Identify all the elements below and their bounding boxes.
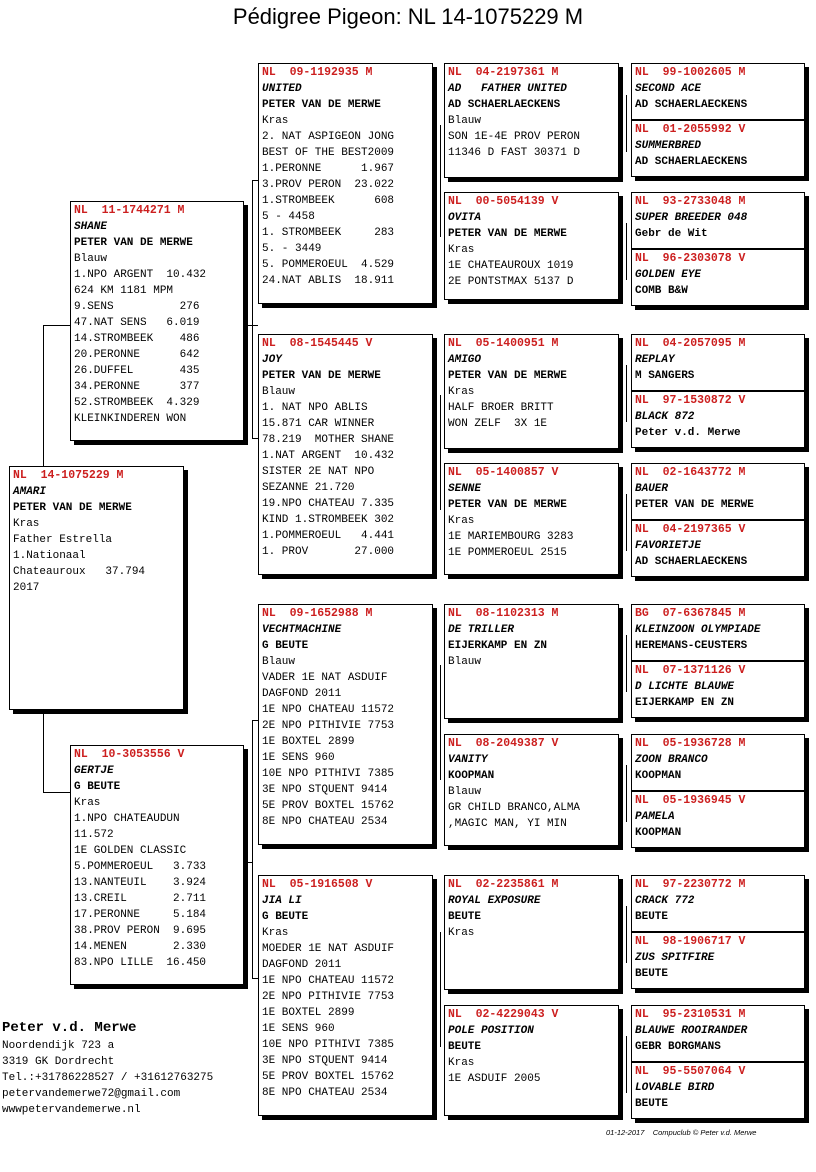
ring-number: NL 97-1530872 V <box>635 394 746 407</box>
breeder-name: Peter v.d. Merwe <box>2 1020 137 1036</box>
bird-name: AMIGO <box>448 354 482 366</box>
bird-name: PAMELA <box>635 811 675 823</box>
owner-name: KOOPMAN <box>635 827 682 839</box>
connector-line <box>626 906 627 963</box>
connector-line <box>626 95 627 152</box>
info-line: 1. PROV 27.000 <box>262 546 395 558</box>
owner-name: AD SCHAERLAECKENS <box>635 156 748 168</box>
address-line: 3319 GK Dordrecht <box>2 1056 115 1068</box>
gen5-card <box>631 1062 805 1119</box>
info-line: Kras <box>262 115 289 127</box>
info-line: SON 1E-4E PROV PERON <box>448 131 581 143</box>
great-grandparent-card <box>444 463 619 575</box>
info-line: 52.STROMBEEK 4.329 <box>74 397 200 409</box>
bird-name: BLACK 872 <box>635 411 695 423</box>
info-line: Kras <box>448 244 475 256</box>
info-line: 1E BOXTEL 2899 <box>262 736 355 748</box>
bird-name: UNITED <box>262 83 302 95</box>
info-line: 15.871 CAR WINNER <box>262 418 375 430</box>
bird-name: SENNE <box>448 483 482 495</box>
info-line: Kras <box>448 515 475 527</box>
owner-name: HEREMANS-CEUSTERS <box>635 640 748 652</box>
info-line: 5E PROV BOXTEL 15762 <box>262 800 395 812</box>
owner-name: PETER VAN DE MERWE <box>448 228 567 240</box>
ring-number: NL 00-5054139 V <box>448 195 559 208</box>
info-line: 14.MENEN 2.330 <box>74 941 207 953</box>
info-line: BEST OF THE BEST2009 <box>262 147 395 159</box>
great-grandparent-card <box>444 1005 619 1116</box>
info-line: MOEDER 1E NAT ASDUIF <box>262 943 395 955</box>
gen5-pair <box>631 63 805 181</box>
connector-line <box>244 325 252 326</box>
gen5-card <box>631 63 805 120</box>
contact-block <box>2 1018 213 1118</box>
owner-name: G BEUTE <box>74 781 121 793</box>
ring-number: NL 05-1916508 V <box>262 878 373 891</box>
grandparent-card <box>258 63 433 304</box>
bird-name: REPLAY <box>635 354 675 366</box>
connector-line <box>252 180 253 438</box>
owner-name: PETER VAN DE MERWE <box>262 99 381 111</box>
info-line: 5. POMMEROEUL 4.529 <box>262 259 395 271</box>
bird-name: KLEINZOON OLYMPIADE <box>635 624 761 636</box>
ring-number: NL 02-1643772 M <box>635 466 746 479</box>
gen5-card <box>631 932 805 989</box>
info-line: 1E GOLDEN CLASSIC <box>74 845 187 857</box>
connector-line <box>252 325 258 326</box>
gen5-pair <box>631 192 805 310</box>
connector-line <box>43 710 44 792</box>
bird-name: JIA LI <box>262 895 302 907</box>
info-line: Kras <box>448 1057 475 1069</box>
info-line: 1.NPO ARGENT 10.432 <box>74 269 207 281</box>
bird-name: SUPER BREEDER 048 <box>635 212 748 224</box>
ring-number: NL 02-2235861 M <box>448 878 559 891</box>
info-line: 1.PERONNE 1.967 <box>262 163 395 175</box>
footer-date: 01-12-2017 <box>606 1128 645 1137</box>
info-line: 3.PROV PERON 23.022 <box>262 179 395 191</box>
ring-number: NL 05-1936728 M <box>635 737 746 750</box>
bird-name: SECOND ACE <box>635 83 702 95</box>
info-line: 1.Nationaal <box>13 550 86 562</box>
info-line: WON ZELF 3X 1E <box>448 418 548 430</box>
grandparent-card <box>258 875 433 1116</box>
info-line: SISTER 2E NAT NPO <box>262 466 375 478</box>
info-line: DAGFOND 2011 <box>262 688 342 700</box>
gen5-card <box>631 661 805 718</box>
gen5-pair <box>631 875 805 993</box>
owner-name: AD SCHAERLAECKENS <box>635 99 748 111</box>
info-line: 1.NAT ARGENT 10.432 <box>262 450 395 462</box>
bird-name: OVITA <box>448 212 482 224</box>
ring-number: NL 93-2733048 M <box>635 195 746 208</box>
info-line: Blauw <box>262 656 296 668</box>
info-line: 1.STROMBEEK 608 <box>262 195 395 207</box>
bird-name: SHANE <box>74 221 108 233</box>
info-line: VADER 1E NAT ASDUIF <box>262 672 388 684</box>
info-line: 5. - 3449 <box>262 243 322 255</box>
ring-number: NL 05-1400951 M <box>448 337 559 350</box>
owner-name: M SANGERS <box>635 370 695 382</box>
gen5-card <box>631 791 805 848</box>
info-line: 624 KM 1181 MPM <box>74 285 174 297</box>
info-line: 10E NPO PITHIVI 7385 <box>262 768 395 780</box>
gen5-card <box>631 734 805 791</box>
ring-number: NL 14-1075229 M <box>13 469 124 482</box>
bird-name: JOY <box>262 354 282 366</box>
ring-number: NL 96-2303078 V <box>635 252 746 265</box>
owner-name: AD SCHAERLAECKENS <box>635 556 748 568</box>
info-line: Blauw <box>74 253 108 265</box>
gen5-pair <box>631 463 805 581</box>
owner-name: KOOPMAN <box>448 770 495 782</box>
website-link[interactable]: wwwpetervandemerwe.nl <box>2 1104 141 1116</box>
info-line: 1E NPO CHATEAU 11572 <box>262 975 395 987</box>
bird-name: FAVORIETJE <box>635 540 702 552</box>
ring-number: NL 05-1400857 V <box>448 466 559 479</box>
bird-name: SUMMERBRED <box>635 140 702 152</box>
bird-name: GERTJE <box>74 765 114 777</box>
info-line: KIND 1.STROMBEEK 302 <box>262 514 395 526</box>
info-line: 1.NPO CHATEAUDUN <box>74 813 180 825</box>
ring-number: NL 08-1545445 V <box>262 337 373 350</box>
bird-name: BLAUWE ROOIRANDER <box>635 1025 748 1037</box>
connector-line <box>626 765 627 822</box>
info-line: 26.DUFFEL 435 <box>74 365 200 377</box>
info-line: Blauw <box>448 115 482 127</box>
address-line: Noordendijk 723 a <box>2 1040 115 1052</box>
father-card <box>70 201 244 441</box>
info-line: 1E SENS 960 <box>262 752 335 764</box>
gen5-card <box>631 875 805 932</box>
info-line: 34.PERONNE 377 <box>74 381 200 393</box>
info-line: 5.POMMEROEUL 3.733 <box>74 861 207 873</box>
grandparent-card <box>258 334 433 575</box>
connector-line <box>440 665 441 780</box>
ring-number: NL 08-2049387 V <box>448 737 559 750</box>
owner-name: G BEUTE <box>262 640 309 652</box>
owner-name: EIJERKAMP EN ZN <box>635 697 735 709</box>
info-line: 2017 <box>13 582 40 594</box>
owner-name: PETER VAN DE MERWE <box>74 237 193 249</box>
gen5-pair <box>631 1005 805 1120</box>
info-line: 1E POMMEROEUL 2515 <box>448 547 567 559</box>
owner-name: GEBR BORGMANS <box>635 1041 721 1053</box>
info-line: 19.NPO CHATEAU 7.335 <box>262 498 395 510</box>
info-line: 2E NPO PITHIVIE 7753 <box>262 720 395 732</box>
info-line: Father Estrella <box>13 534 113 546</box>
phone-number: Tel.:+31786228527 / +31612763275 <box>2 1072 214 1084</box>
info-line: 1E ASDUIF 2005 <box>448 1073 541 1085</box>
owner-name: Peter v.d. Merwe <box>635 427 741 439</box>
info-line: Kras <box>448 386 475 398</box>
ring-number: NL 95-5507064 V <box>635 1065 746 1078</box>
gen5-card <box>631 604 805 661</box>
info-line: 14.STROMBEEK 486 <box>74 333 200 345</box>
owner-name: PETER VAN DE MERWE <box>448 370 567 382</box>
ring-number: NL 97-2230772 M <box>635 878 746 891</box>
grandparent-card <box>258 604 433 845</box>
info-line: 78.219 MOTHER SHANE <box>262 434 395 446</box>
great-grandparent-card <box>444 63 619 178</box>
info-line: 38.PROV PERON 9.695 <box>74 925 207 937</box>
owner-name: BEUTE <box>635 968 669 980</box>
info-line: 47.NAT SENS 6.019 <box>74 317 200 329</box>
info-line: 1E NPO CHATEAU 11572 <box>262 704 395 716</box>
ring-number: NL 11-1744271 M <box>74 204 185 217</box>
info-line: SEZANNE 21.720 <box>262 482 355 494</box>
bird-name: ZUS SPITFIRE <box>635 952 715 964</box>
info-line: KLEINKINDEREN WON <box>74 413 187 425</box>
ring-number: BG 07-6367845 M <box>635 607 746 620</box>
connector-line <box>440 932 441 1047</box>
gen5-card <box>631 1005 805 1062</box>
owner-name: BEUTE <box>635 911 669 923</box>
info-line: 1. STROMBEEK 283 <box>262 227 395 239</box>
info-line: 1E SENS 960 <box>262 1023 335 1035</box>
ring-number: NL 99-1002605 M <box>635 66 746 79</box>
bird-name: AD FATHER UNITED <box>448 83 567 95</box>
info-line: 2E NPO PITHIVIE 7753 <box>262 991 395 1003</box>
ring-number: NL 09-1652988 M <box>262 607 373 620</box>
mother-card <box>70 745 244 985</box>
info-line: Kras <box>448 927 475 939</box>
ring-number: NL 04-2197361 M <box>448 66 559 79</box>
info-line: Kras <box>13 518 40 530</box>
owner-name: G BEUTE <box>262 911 309 923</box>
info-line: 9.SENS 276 <box>74 301 200 313</box>
info-line: 17.PERONNE 5.184 <box>74 909 207 921</box>
bird-name: BAUER <box>635 483 669 495</box>
info-line: 83.NPO LILLE 16.450 <box>74 957 207 969</box>
gen5-card <box>631 463 805 520</box>
info-line: GR CHILD BRANCO,ALMA <box>448 802 581 814</box>
info-line: Blauw <box>448 656 482 668</box>
gen5-card <box>631 120 805 177</box>
great-grandparent-card <box>444 334 619 449</box>
info-line: 13.NANTEUIL 3.924 <box>74 877 207 889</box>
gen5-card <box>631 249 805 306</box>
info-line: Blauw <box>262 386 296 398</box>
bird-name: VANITY <box>448 754 488 766</box>
info-line: 8E NPO CHATEAU 2534 <box>262 816 388 828</box>
owner-name: PETER VAN DE MERWE <box>448 499 567 511</box>
bird-name: GOLDEN EYE <box>635 269 702 281</box>
footer-credit: Compuclub © Peter v.d. Merwe <box>652 1128 757 1137</box>
owner-name: PETER VAN DE MERWE <box>635 499 754 511</box>
info-line: 3E NPO STQUENT 9414 <box>262 784 388 796</box>
info-line: Blauw <box>448 786 482 798</box>
gen5-pair <box>631 734 805 852</box>
great-grandparent-card <box>444 604 619 719</box>
owner-name: PETER VAN DE MERWE <box>262 370 381 382</box>
owner-name: Gebr de Wit <box>635 228 708 240</box>
info-line: 24.NAT ABLIS 18.911 <box>262 275 395 287</box>
gen5-pair <box>631 334 805 452</box>
main-bird-card <box>9 466 184 710</box>
footer <box>606 1128 756 1137</box>
bird-name: D LICHTE BLAUWE <box>635 681 735 693</box>
owner-name: AD SCHAERLAECKENS <box>448 99 561 111</box>
info-line: Chateauroux 37.794 <box>13 566 146 578</box>
connector-line <box>626 223 627 280</box>
info-line: 13.CREIL 2.711 <box>74 893 207 905</box>
connector-line <box>626 365 627 422</box>
bird-name: ROYAL EXPOSURE <box>448 895 541 907</box>
connector-line <box>626 1036 627 1093</box>
owner-name: BEUTE <box>448 1041 482 1053</box>
info-line: DAGFOND 2011 <box>262 959 342 971</box>
info-line: 2. NAT ASPIGEON JONG <box>262 131 395 143</box>
info-line: 1E CHATEAUROUX 1019 <box>448 260 574 272</box>
ring-number: NL 01-2055992 V <box>635 123 746 136</box>
info-line: 11346 D FAST 30371 D <box>448 147 581 159</box>
info-line: 20.PERONNE 642 <box>74 349 200 361</box>
page-title: Pédigree Pigeon: NL 14-1075229 M <box>232 4 584 29</box>
owner-name: PETER VAN DE MERWE <box>13 502 132 514</box>
bird-name: LOVABLE BIRD <box>635 1082 715 1094</box>
owner-name: COMB B&W <box>635 285 688 297</box>
bird-name: VECHTMACHINE <box>262 624 342 636</box>
email-address[interactable]: petervandemerwe72@gmail.com <box>2 1088 181 1100</box>
info-line: 5E PROV BOXTEL 15762 <box>262 1071 395 1083</box>
connector-line <box>244 862 252 863</box>
connector-line <box>626 635 627 692</box>
info-line: 8E NPO CHATEAU 2534 <box>262 1087 388 1099</box>
bird-name: ZOON BRANCO <box>635 754 708 766</box>
ring-number: NL 07-1371126 V <box>635 664 746 677</box>
connector-line <box>43 792 70 793</box>
owner-name: BEUTE <box>448 911 482 923</box>
ring-number: NL 98-1906717 V <box>635 935 746 948</box>
info-line: 3E NPO STQUENT 9414 <box>262 1055 388 1067</box>
connector-line <box>440 125 441 237</box>
bird-name: CRACK 772 <box>635 895 695 907</box>
ring-number: NL 95-2310531 M <box>635 1008 746 1021</box>
connector-line <box>626 494 627 551</box>
ring-number: NL 09-1192935 M <box>262 66 373 79</box>
ring-number: NL 04-2197365 V <box>635 523 746 536</box>
gen5-pair <box>631 604 805 722</box>
info-line: 5 - 4458 <box>262 211 315 223</box>
info-line: 1E MARIEMBOURG 3283 <box>448 531 574 543</box>
ring-number: NL 04-2057095 M <box>635 337 746 350</box>
gen5-card <box>631 391 805 448</box>
bird-name: POLE POSITION <box>448 1025 534 1037</box>
bird-name: AMARI <box>13 486 47 498</box>
info-line: Kras <box>262 927 289 939</box>
info-line: ,MAGIC MAN, YI MIN <box>448 818 567 830</box>
ring-number: NL 08-1102313 M <box>448 607 559 620</box>
great-grandparent-card <box>444 875 619 990</box>
ring-number: NL 05-1936945 V <box>635 794 746 807</box>
great-grandparent-card <box>444 734 619 846</box>
gen5-card <box>631 334 805 391</box>
info-line: Kras <box>74 797 101 809</box>
gen5-card <box>631 520 805 577</box>
ring-number: NL 10-3053556 V <box>74 748 185 761</box>
info-line: 10E NPO PITHIVI 7385 <box>262 1039 395 1051</box>
info-line: HALF BROER BRITT <box>448 402 554 414</box>
connector-line <box>43 325 70 326</box>
info-line: 1.POMMEROEUL 4.441 <box>262 530 395 542</box>
connector-line <box>43 325 44 468</box>
owner-name: KOOPMAN <box>635 770 682 782</box>
gen5-card <box>631 192 805 249</box>
info-line: 2E PONTSTMAX 5137 D <box>448 276 574 288</box>
ring-number: NL 02-4229043 V <box>448 1008 559 1021</box>
info-line: 11.572 <box>74 829 114 841</box>
owner-name: EIJERKAMP EN ZN <box>448 640 548 652</box>
connector-line <box>252 720 253 978</box>
info-line: 1E BOXTEL 2899 <box>262 1007 355 1019</box>
owner-name: BEUTE <box>635 1098 669 1110</box>
great-grandparent-card <box>444 192 619 300</box>
bird-name: DE TRILLER <box>448 624 515 636</box>
info-line: 1. NAT NPO ABLIS <box>262 402 368 414</box>
connector-line <box>440 395 441 510</box>
